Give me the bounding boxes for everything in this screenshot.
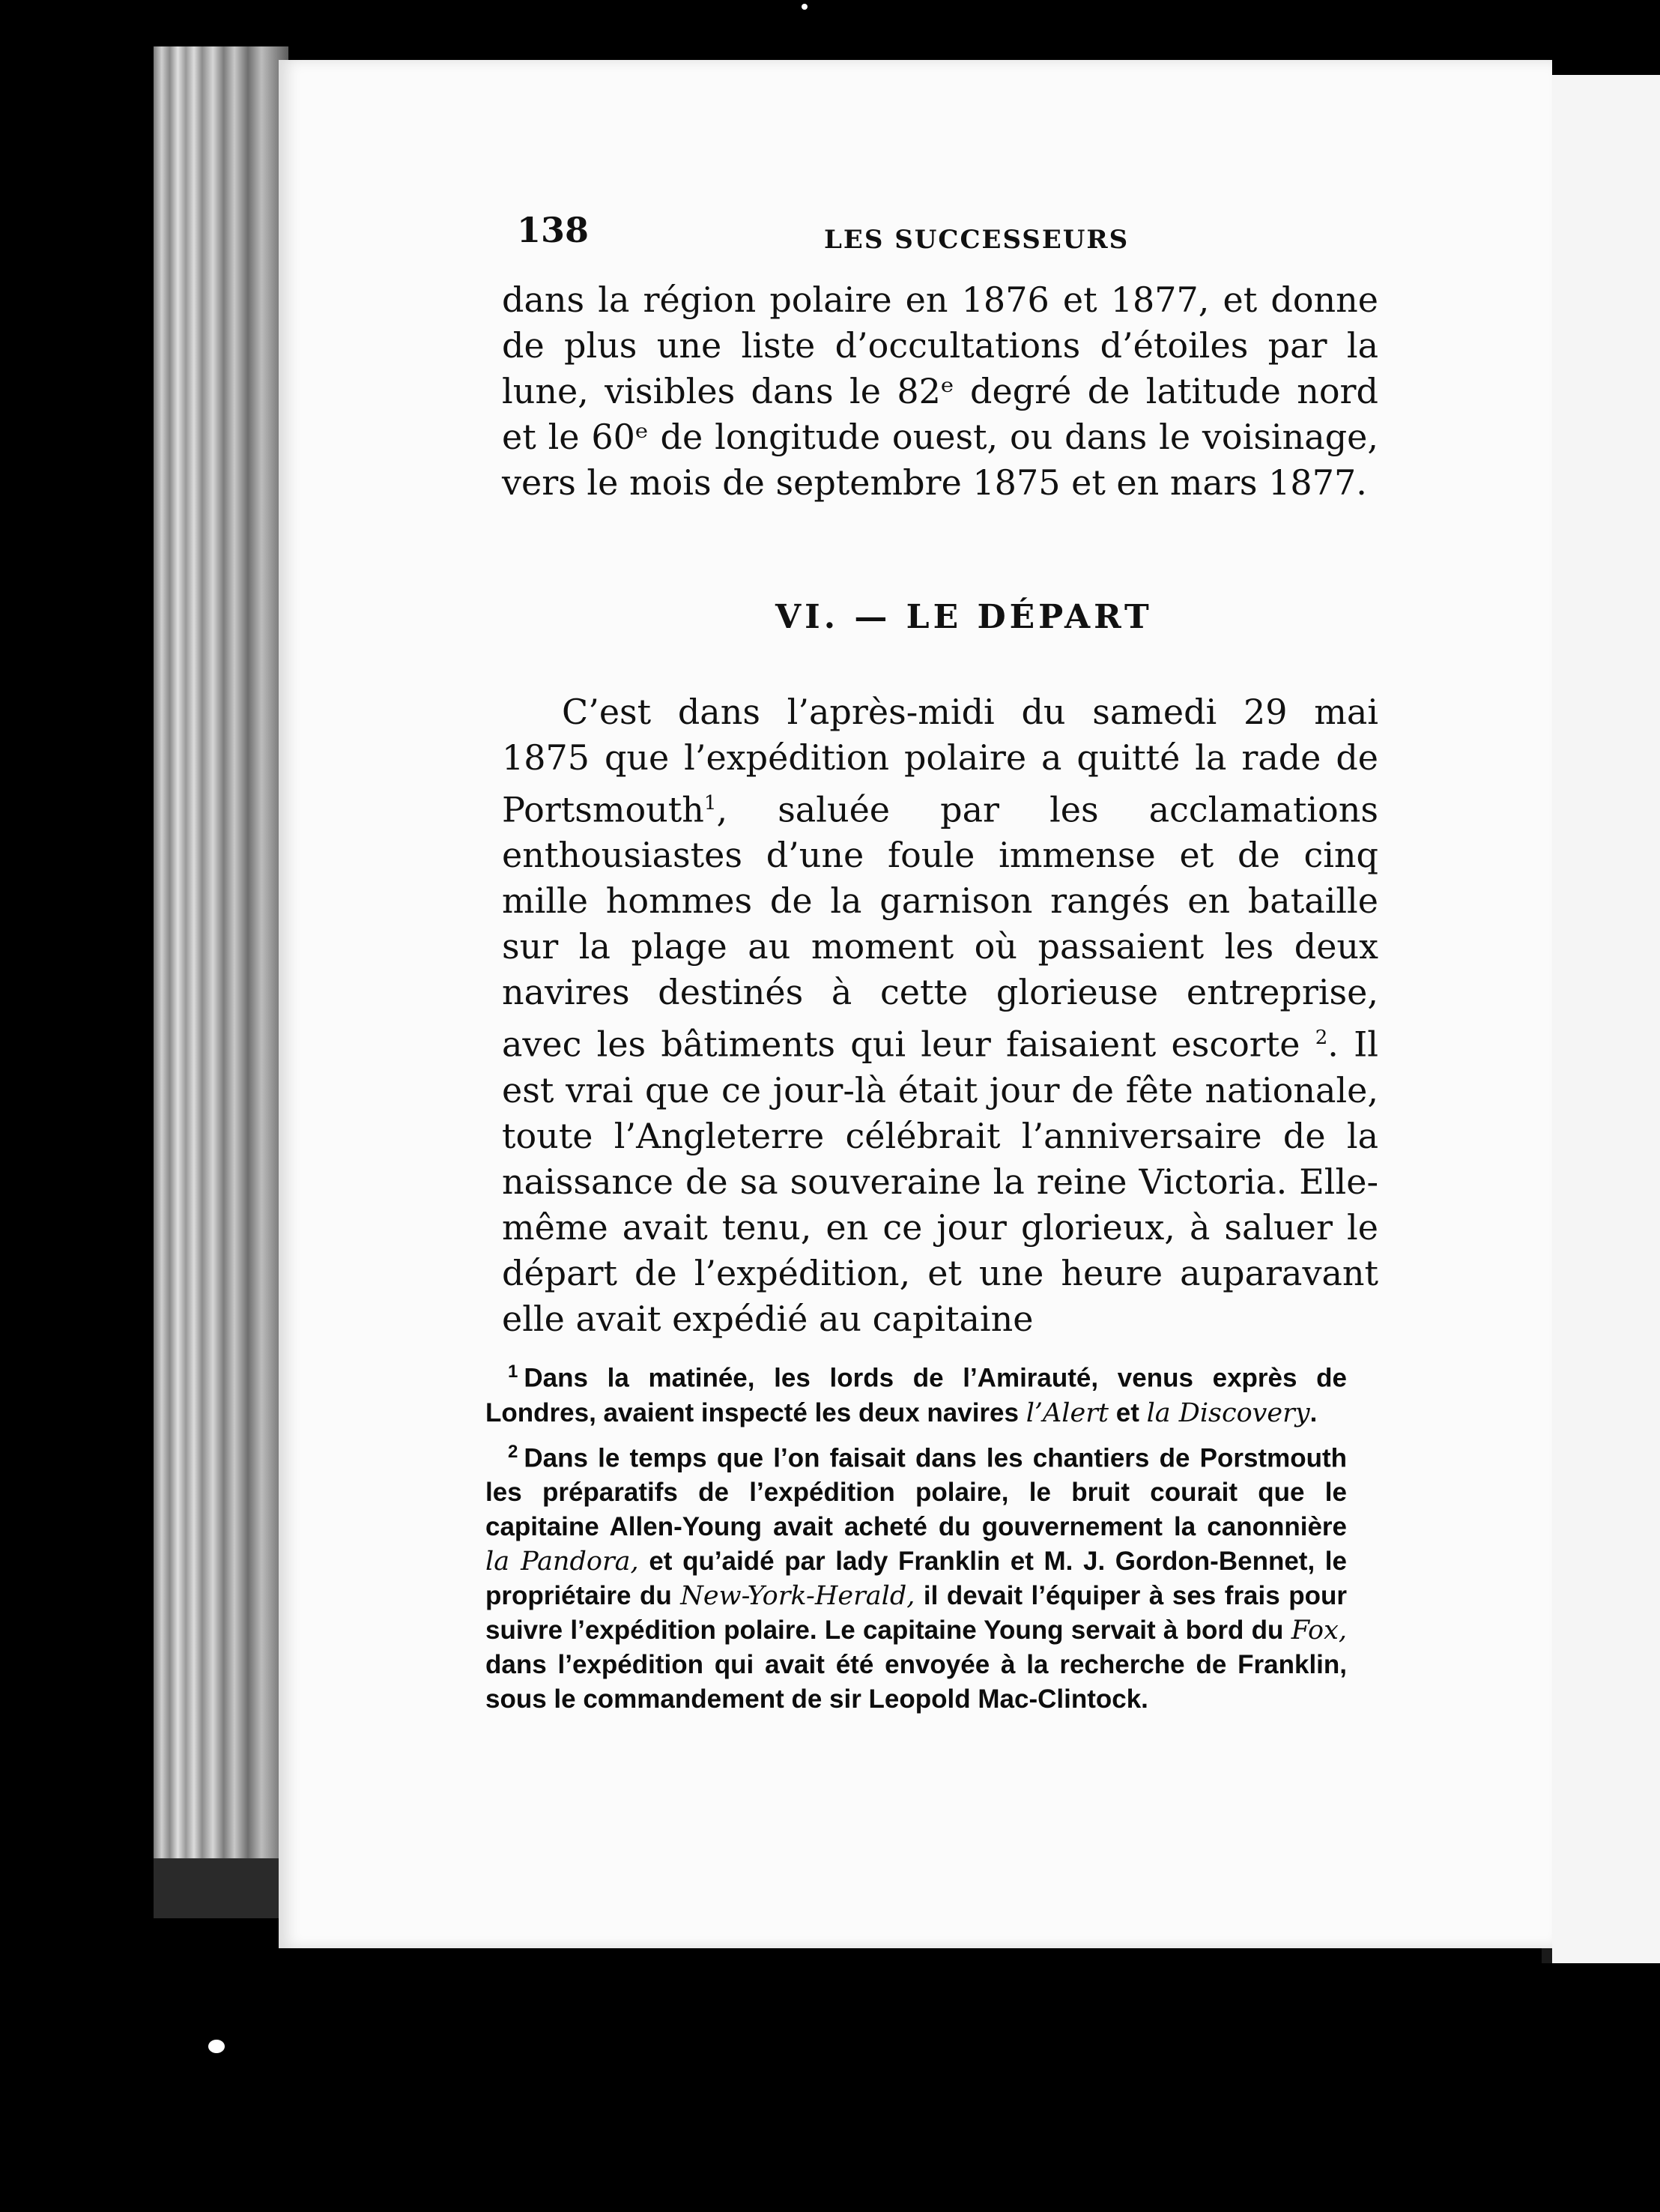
footnote-text: Dans le temps que l’on faisait dans les chantiers de Porstmouth les préparatifs de l’expédition polaire, le bruit courait que le capitaine Allen-Young avait acheté du gouvernement la canonnière [485,1443,1347,1542]
footnote-number: 2 [508,1441,518,1462]
paragraph-text: , saluée par les acclamations enthousiastes d’une foule immense et de cinq mille hommes de la garnison rangés en bataille sur la plage au moment où passaient les deux navires destinés à cette glorieuse entreprise, avec les bâtiments qui leur faisaient escorte [502,789,1378,1065]
footnote-number: 1 [508,1362,518,1382]
footnote-text: il devait l’équiper à ses frais pour suivre l’expédition polaire. Le capitaine Young servait à bord du [485,1581,1347,1646]
footnote-2 [485,1435,1347,1717]
page-number: 138 [517,210,590,250]
ship-name: l’Alert [1026,1397,1109,1428]
page-header [517,210,1356,262]
footnote-text: et qu’aidé par lady Franklin et M. J. Gordon-Bennet, le propriétaire du [485,1547,1347,1611]
footnote-text: Dans la matinée, les lords de l’Amirauté, venus exprès de Londres, avaient inspecté les deux navires [485,1363,1347,1427]
running-head: LES SUCCESSEURS [824,225,1130,255]
footnote-ref: 1 [703,792,717,815]
paragraph-text: C’est dans l’après-midi du samedi 29 mai 1875 que l’expédition polaire a quitté la rade de Portsmouth [502,692,1378,830]
footnotes [485,1355,1347,1721]
adjacent-page-edge [1542,75,1660,1963]
ship-name: la Discovery [1146,1397,1310,1428]
paragraph-text: . Il est vrai que ce jour-là était jour de fête nationale, toute l’Angleterre célébrait l’anniversaire de la naissance de sa souveraine la reine Victoria. Elle-même avait tenu, en ce jour glorieux, à saluer le départ de l’expédition, et une heure auparavant elle avait expédié au capitaine [502,1024,1378,1339]
ship-name: la Pandora, [485,1547,639,1577]
footnote-ref: 2 [1315,1027,1328,1050]
ship-name: Fox, [1291,1616,1347,1646]
section-title: VI. — LE DÉPART [775,598,1153,636]
footnote-text: et [1109,1397,1147,1427]
scan-speck [208,2040,225,2053]
footnote-text: . [1309,1397,1318,1427]
scan-speck [802,4,808,10]
footnote-1 [485,1355,1347,1430]
paragraph-continuation: dans la région polaire en 1876 et 1877, et donne de plus une liste d’occultations d’étoiles par la lune, visibles dans le 82ᵉ degré de latitude nord et le 60ᵉ de longitude ouest, ou dans le voisinage, vers le mois de septembre 1875 et en mars 1877. [502,279,1378,503]
paragraph-depart [502,689,1378,1342]
newspaper-name: New-York-Herald, [680,1581,915,1612]
book-edge-shadow [154,1858,288,1918]
footnote-text: dans l’expédition qui avait été envoyée à la recherche de Franklin, sous le commandement de sir Leopold Mac-Clintock. [485,1650,1347,1714]
book-page-edges [154,46,288,1890]
